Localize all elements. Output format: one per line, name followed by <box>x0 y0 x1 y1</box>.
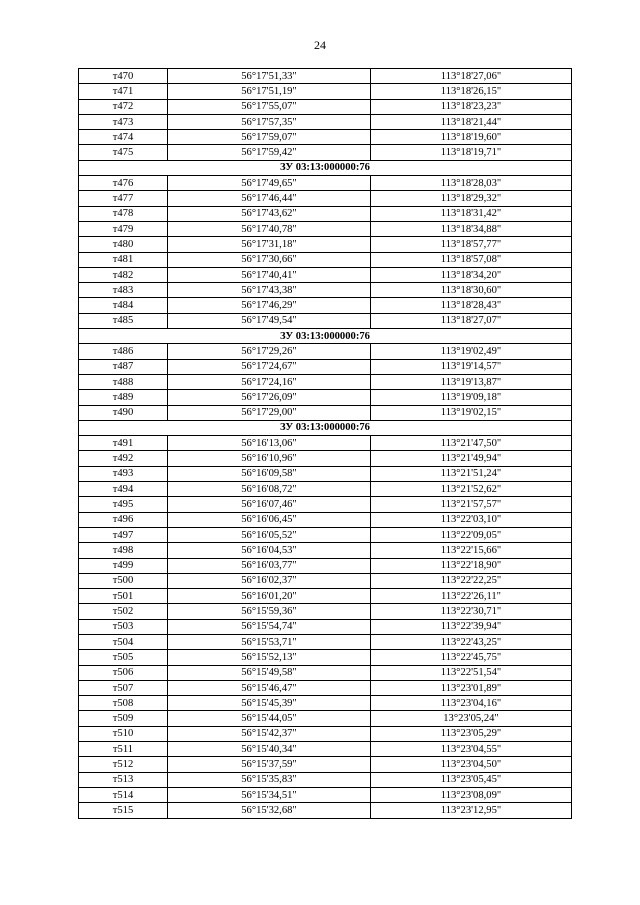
latitude-cell: 56°16'10,96" <box>168 451 371 466</box>
latitude-cell: 56°15'46,47" <box>168 680 371 695</box>
point-id-cell: т479 <box>79 221 168 236</box>
point-id-cell: т484 <box>79 298 168 313</box>
longitude-cell: 113°21'47,50" <box>371 436 572 451</box>
table-row <box>79 726 572 741</box>
latitude-cell: 56°15'40,34" <box>168 742 371 757</box>
point-id-cell: т494 <box>79 482 168 497</box>
point-id-cell: т471 <box>79 84 168 99</box>
point-id-cell: т485 <box>79 313 168 328</box>
table-row <box>79 512 572 527</box>
table-row <box>79 176 572 191</box>
point-id-cell: т486 <box>79 344 168 359</box>
longitude-cell: 113°22'43,25" <box>371 634 572 649</box>
table-row <box>79 114 572 129</box>
point-id-cell: т474 <box>79 130 168 145</box>
longitude-cell: 113°22'22,25" <box>371 573 572 588</box>
longitude-cell: 113°18'57,77" <box>371 237 572 252</box>
point-id-cell: т513 <box>79 772 168 787</box>
table-row <box>79 558 572 573</box>
latitude-cell: 56°17'46,29" <box>168 298 371 313</box>
point-id-cell: т476 <box>79 176 168 191</box>
longitude-cell: 113°18'27,06" <box>371 69 572 84</box>
latitude-cell: 56°15'45,39" <box>168 696 371 711</box>
table-row <box>79 313 572 328</box>
point-id-cell: т481 <box>79 252 168 267</box>
longitude-cell: 113°18'26,15" <box>371 84 572 99</box>
point-id-cell: т470 <box>79 69 168 84</box>
latitude-cell: 56°17'49,65" <box>168 176 371 191</box>
point-id-cell: т505 <box>79 650 168 665</box>
table-row <box>79 99 572 114</box>
latitude-cell: 56°16'08,72" <box>168 482 371 497</box>
table-row <box>79 436 572 451</box>
longitude-cell: 113°22'30,71" <box>371 604 572 619</box>
longitude-cell: 13°23'05,24" <box>371 711 572 726</box>
longitude-cell: 113°19'13,87" <box>371 374 572 389</box>
latitude-cell: 56°17'43,38" <box>168 283 371 298</box>
table-row <box>79 374 572 389</box>
longitude-cell: 113°18'19,60" <box>371 130 572 145</box>
table-row <box>79 619 572 634</box>
latitude-cell: 56°17'51,33" <box>168 69 371 84</box>
point-id-cell: т499 <box>79 558 168 573</box>
table-row <box>79 298 572 313</box>
point-id-cell: т504 <box>79 634 168 649</box>
coordinates-table-body <box>79 69 572 819</box>
table-row <box>79 405 572 420</box>
table-row <box>79 482 572 497</box>
table-row <box>79 206 572 221</box>
table-row <box>79 451 572 466</box>
latitude-cell: 56°16'03,77" <box>168 558 371 573</box>
longitude-cell: 113°22'03,10" <box>371 512 572 527</box>
longitude-cell: 113°19'14,57" <box>371 359 572 374</box>
latitude-cell: 56°15'52,13" <box>168 650 371 665</box>
latitude-cell: 56°15'54,74" <box>168 619 371 634</box>
latitude-cell: 56°17'46,44" <box>168 191 371 206</box>
point-id-cell: т508 <box>79 696 168 711</box>
latitude-cell: 56°17'40,78" <box>168 221 371 236</box>
point-id-cell: т498 <box>79 543 168 558</box>
latitude-cell: 56°17'43,62" <box>168 206 371 221</box>
point-id-cell: т473 <box>79 114 168 129</box>
point-id-cell: т472 <box>79 99 168 114</box>
longitude-cell: 113°23'01,89" <box>371 680 572 695</box>
longitude-cell: 113°22'45,75" <box>371 650 572 665</box>
point-id-cell: т482 <box>79 267 168 282</box>
longitude-cell: 113°19'02,15" <box>371 405 572 420</box>
point-id-cell: т501 <box>79 589 168 604</box>
latitude-cell: 56°15'37,59" <box>168 757 371 772</box>
section-title: ЗУ 03:13:000000:76 <box>79 420 572 435</box>
section-row <box>79 420 572 435</box>
table-row <box>79 604 572 619</box>
table-row <box>79 634 572 649</box>
longitude-cell: 113°23'05,29" <box>371 726 572 741</box>
table-row <box>79 252 572 267</box>
point-id-cell: т483 <box>79 283 168 298</box>
table-row <box>79 696 572 711</box>
table-row <box>79 680 572 695</box>
point-id-cell: т475 <box>79 145 168 160</box>
table-row <box>79 497 572 512</box>
table-row <box>79 650 572 665</box>
table-row <box>79 344 572 359</box>
table-row <box>79 221 572 236</box>
table-row <box>79 803 572 818</box>
point-id-cell: т507 <box>79 680 168 695</box>
point-id-cell: т496 <box>79 512 168 527</box>
latitude-cell: 56°16'09,58" <box>168 466 371 481</box>
latitude-cell: 56°16'13,06" <box>168 436 371 451</box>
longitude-cell: 113°23'05,45" <box>371 772 572 787</box>
longitude-cell: 113°18'57,08" <box>371 252 572 267</box>
table-row <box>79 573 572 588</box>
longitude-cell: 113°21'52,62" <box>371 482 572 497</box>
point-id-cell: т515 <box>79 803 168 818</box>
latitude-cell: 56°17'55,07" <box>168 99 371 114</box>
longitude-cell: 113°21'57,57" <box>371 497 572 512</box>
longitude-cell: 113°18'27,07" <box>371 313 572 328</box>
latitude-cell: 56°17'40,41" <box>168 267 371 282</box>
longitude-cell: 113°23'08,09" <box>371 787 572 802</box>
longitude-cell: 113°23'04,50" <box>371 757 572 772</box>
latitude-cell: 56°15'34,51" <box>168 787 371 802</box>
point-id-cell: т500 <box>79 573 168 588</box>
longitude-cell: 113°22'15,66" <box>371 543 572 558</box>
longitude-cell: 113°22'09,05" <box>371 527 572 542</box>
latitude-cell: 56°15'49,58" <box>168 665 371 680</box>
point-id-cell: т491 <box>79 436 168 451</box>
section-title: ЗУ 03:13:000000:76 <box>79 329 572 344</box>
longitude-cell: 113°21'49,94" <box>371 451 572 466</box>
latitude-cell: 56°15'32,68" <box>168 803 371 818</box>
longitude-cell: 113°18'30,60" <box>371 283 572 298</box>
latitude-cell: 56°17'29,00" <box>168 405 371 420</box>
point-id-cell: т477 <box>79 191 168 206</box>
coordinates-table <box>78 68 572 819</box>
longitude-cell: 113°18'28,03" <box>371 176 572 191</box>
point-id-cell: т511 <box>79 742 168 757</box>
longitude-cell: 113°18'29,32" <box>371 191 572 206</box>
point-id-cell: т492 <box>79 451 168 466</box>
longitude-cell: 113°22'26,11" <box>371 589 572 604</box>
section-row <box>79 160 572 175</box>
longitude-cell: 113°19'09,18" <box>371 390 572 405</box>
section-title: ЗУ 03:13:000000:76 <box>79 160 572 175</box>
latitude-cell: 56°17'26,09" <box>168 390 371 405</box>
longitude-cell: 113°18'19,71" <box>371 145 572 160</box>
latitude-cell: 56°16'07,46" <box>168 497 371 512</box>
longitude-cell: 113°18'21,44" <box>371 114 572 129</box>
table-row <box>79 787 572 802</box>
latitude-cell: 56°16'02,37" <box>168 573 371 588</box>
point-id-cell: т478 <box>79 206 168 221</box>
longitude-cell: 113°18'34,88" <box>371 221 572 236</box>
longitude-cell: 113°18'34,20" <box>371 267 572 282</box>
table-row <box>79 589 572 604</box>
point-id-cell: т495 <box>79 497 168 512</box>
latitude-cell: 56°17'57,35" <box>168 114 371 129</box>
latitude-cell: 56°16'01,20" <box>168 589 371 604</box>
latitude-cell: 56°17'29,26" <box>168 344 371 359</box>
longitude-cell: 113°19'02,49" <box>371 344 572 359</box>
table-row <box>79 466 572 481</box>
table-row <box>79 145 572 160</box>
table-row <box>79 390 572 405</box>
point-id-cell: т506 <box>79 665 168 680</box>
latitude-cell: 56°17'59,42" <box>168 145 371 160</box>
table-row <box>79 772 572 787</box>
latitude-cell: 56°17'24,67" <box>168 359 371 374</box>
latitude-cell: 56°17'30,66" <box>168 252 371 267</box>
point-id-cell: т510 <box>79 726 168 741</box>
point-id-cell: т512 <box>79 757 168 772</box>
table-row <box>79 237 572 252</box>
page-number: 24 <box>314 38 326 52</box>
table-row <box>79 191 572 206</box>
latitude-cell: 56°15'42,37" <box>168 726 371 741</box>
table-row <box>79 359 572 374</box>
latitude-cell: 56°16'05,52" <box>168 527 371 542</box>
longitude-cell: 113°22'51,54" <box>371 665 572 680</box>
table-row <box>79 69 572 84</box>
longitude-cell: 113°23'04,16" <box>371 696 572 711</box>
longitude-cell: 113°18'23,23" <box>371 99 572 114</box>
latitude-cell: 56°15'53,71" <box>168 634 371 649</box>
table-row <box>79 84 572 99</box>
table-row <box>79 267 572 282</box>
longitude-cell: 113°18'31,42" <box>371 206 572 221</box>
longitude-cell: 113°21'51,24" <box>371 466 572 481</box>
longitude-cell: 113°23'12,95" <box>371 803 572 818</box>
table-row <box>79 665 572 680</box>
point-id-cell: т480 <box>79 237 168 252</box>
latitude-cell: 56°17'31,18" <box>168 237 371 252</box>
table-row <box>79 757 572 772</box>
longitude-cell: 113°22'18,90" <box>371 558 572 573</box>
longitude-cell: 113°18'28,43" <box>371 298 572 313</box>
point-id-cell: т493 <box>79 466 168 481</box>
latitude-cell: 56°17'24,16" <box>168 374 371 389</box>
point-id-cell: т488 <box>79 374 168 389</box>
longitude-cell: 113°22'39,94" <box>371 619 572 634</box>
table-row <box>79 130 572 145</box>
latitude-cell: 56°17'51,19" <box>168 84 371 99</box>
point-id-cell: т503 <box>79 619 168 634</box>
latitude-cell: 56°15'35,83" <box>168 772 371 787</box>
table-row <box>79 742 572 757</box>
point-id-cell: т497 <box>79 527 168 542</box>
point-id-cell: т514 <box>79 787 168 802</box>
table-row <box>79 543 572 558</box>
point-id-cell: т509 <box>79 711 168 726</box>
latitude-cell: 56°17'49,54" <box>168 313 371 328</box>
longitude-cell: 113°23'04,55" <box>371 742 572 757</box>
table-row <box>79 527 572 542</box>
latitude-cell: 56°17'59,07" <box>168 130 371 145</box>
table-row <box>79 711 572 726</box>
latitude-cell: 56°15'44,05" <box>168 711 371 726</box>
latitude-cell: 56°16'06,45" <box>168 512 371 527</box>
table-row <box>79 283 572 298</box>
point-id-cell: т490 <box>79 405 168 420</box>
point-id-cell: т489 <box>79 390 168 405</box>
latitude-cell: 56°15'59,36" <box>168 604 371 619</box>
latitude-cell: 56°16'04,53" <box>168 543 371 558</box>
point-id-cell: т487 <box>79 359 168 374</box>
section-row <box>79 329 572 344</box>
point-id-cell: т502 <box>79 604 168 619</box>
